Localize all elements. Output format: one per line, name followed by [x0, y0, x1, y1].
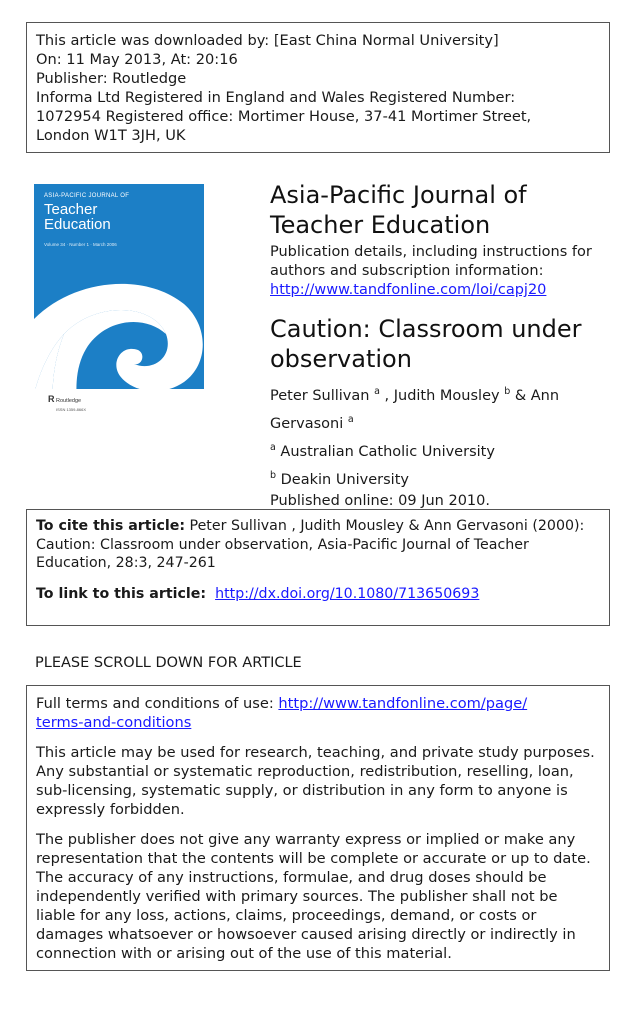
cite-reference: Peter Sullivan , Judith Mousley & Ann Gervasoni (2000): Caution: Classroom under observation, Asia-Pacific Journal of Teacher Education, 28:3, 247-261	[36, 518, 585, 571]
registration-line: Informa Ltd Registered in England and Wales Registered Number:	[36, 89, 516, 106]
cover-journal-label: ASIA-PACIFIC JOURNAL OF	[44, 193, 130, 199]
affiliation-b: $^b$ Deakin University	[270, 470, 409, 488]
author-name: Gervasoni	[270, 416, 344, 432]
doi-link[interactable]: http://dx.doi.org/10.1080/713650693	[215, 585, 480, 602]
scroll-notice: PLEASE SCROLL DOWN FOR ARTICLE	[35, 655, 302, 671]
terms-intro: Full terms and conditions of use: http://www.tandfonline.com/page/ terms-and-conditions	[36, 695, 528, 731]
author-name: & Ann	[510, 388, 560, 404]
citation-box	[26, 509, 610, 626]
journal-url-link[interactable]: http://www.tandfonline.com/loi/capj20	[270, 282, 547, 298]
terms-box	[26, 685, 610, 971]
cover-publisher-logo: R Routledge	[48, 394, 82, 404]
download-info-box	[26, 22, 610, 153]
cover-title-teacher: Teacher	[44, 201, 98, 218]
cover-issn: ISSN 1359-866X	[56, 407, 87, 412]
journal-cover-image	[34, 184, 204, 424]
download-line: This article was downloaded by: [East China Normal University]	[36, 32, 499, 49]
affiliation-marker: b	[504, 386, 511, 397]
terms-usage-paragraph: This article may be used for research, teaching, and private study purposes. Any substantial or systematic reproduction, redistribution, reselling, loan, sub-licensing, systematic supply, or distribution in any form to anyone is expressly forbidden.	[36, 744, 595, 818]
citation-text	[36, 517, 600, 573]
publisher-line: Publisher: Routledge	[36, 70, 187, 87]
registered-office-line: 1072954 Registered office: Mortimer House, 37-41 Mortimer Street,	[36, 108, 532, 125]
link-label: To link to this article:	[36, 585, 207, 602]
article-info	[270, 180, 615, 511]
affiliation-marker: a	[374, 386, 380, 397]
author-name: Peter Sullivan	[270, 388, 370, 404]
affiliation-a: $^a$ Australian Catholic University	[270, 442, 495, 460]
cover-title-education: Education	[44, 216, 111, 233]
author-list	[270, 380, 615, 436]
cover-volume-line: Volume 34 · Number 1 · March 2006	[44, 242, 117, 247]
author-name: , Judith Mousley	[379, 388, 500, 404]
published-date: Published online: 09 Jun 2010.	[270, 493, 490, 509]
terms-url-link[interactable]: http://www.tandfonline.com/page/ terms-and-conditions	[36, 695, 528, 731]
publication-details: Publication details, including instructions for authors and subscription information: http://www.tandfonline.com/loi/capj20	[270, 244, 592, 298]
routledge-logo-icon: R	[48, 394, 55, 404]
article-link-line	[36, 585, 600, 604]
download-date: On: 11 May 2013, At: 20:16	[36, 51, 238, 68]
address-line: London W1T 3JH, UK	[36, 127, 186, 144]
journal-title: Asia-Pacific Journal of Teacher Education	[270, 181, 527, 239]
terms-disclaimer-paragraph: The publisher does not give any warranty express or implied or make any representation that the contents will be complete or accurate or up to date. The accuracy of any instructions, formulae, and drug doses should be independently verified with primary sources. The publisher shall not be liable for any loss, actions, claims, proceedings, demand, or costs or damages whatsoever or howsoever caused arising directly or indirectly in connection with or arising out of the use of this material.	[36, 831, 591, 962]
affiliation-marker: a	[347, 414, 354, 425]
article-title: Caution: Classroom under observation	[270, 315, 582, 373]
cite-label: To cite this article:	[36, 518, 186, 534]
